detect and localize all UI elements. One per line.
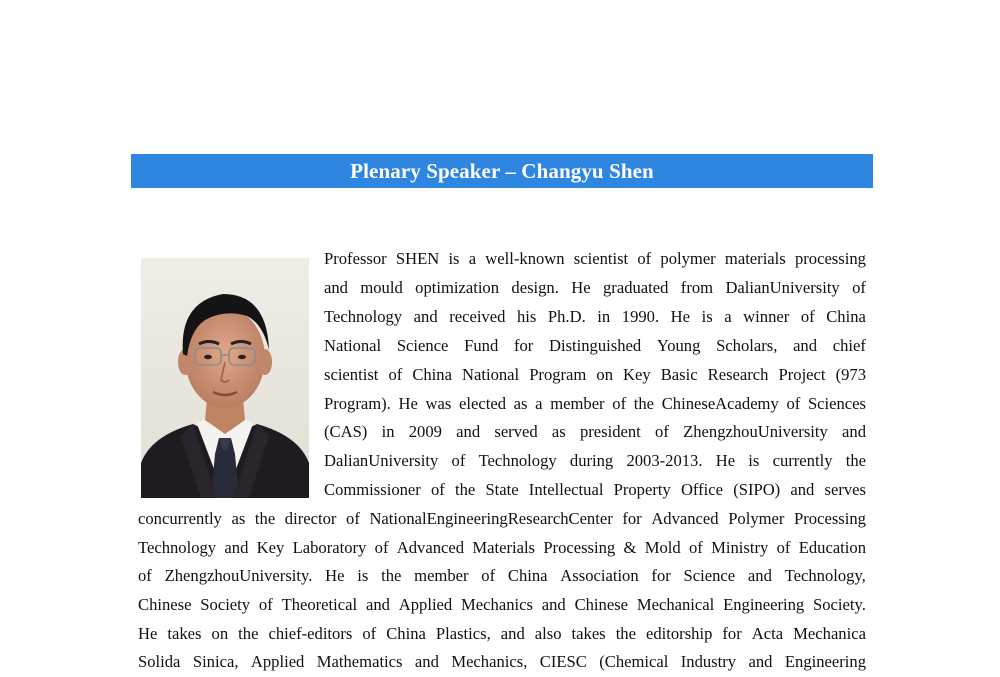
bio-line: Professor SHEN is a well-known scientist of polymer materials processing [324, 249, 866, 268]
bio-line: National Science Fund for Distinguished Young Scholars, and chief [324, 336, 866, 355]
bio-line: DalianUniversity of Technology during 2003-2013. He is currently the [324, 451, 866, 470]
bio-line: Solida Sinica, Applied Mathematics and Mechanics, CIESC (Chemical Industry and Engineering [138, 652, 866, 671]
bio-line: (CAS) in 2009 and served as president of ZhengzhouUniversity and [324, 422, 866, 441]
bio-line: and mould optimization design. He graduated from DalianUniversity of [324, 278, 866, 297]
bio-line: He takes on the chief-editors of China Plastics, and also takes the editorship for Acta Mechanica [138, 624, 866, 643]
bio-line: concurrently as the director of NationalEngineeringResearchCenter for Advanced Polymer Processing [138, 509, 866, 528]
bio-line: Technology and received his Ph.D. in 1990. He is a winner of China [324, 307, 866, 326]
bio-line: of ZhengzhouUniversity. He is the member of China Association for Science and Technology, [138, 566, 866, 585]
bio-line: Commissioner of the State Intellectual Property Office (SIPO) and serves [324, 480, 866, 499]
bio-line: Chinese Society of Theoretical and Applied Mechanics and Chinese Mechanical Engineering Society. [138, 595, 866, 614]
bio-line: Program). He was elected as a member of the ChineseAcademy of Sciences [324, 394, 866, 413]
section-title: Plenary Speaker – Changyu Shen [350, 158, 654, 183]
bio-line: scientist of China National Program on Key Basic Research Project (973 [324, 365, 866, 384]
bio-line: Technology and Key Laboratory of Advanced Materials Processing & Mold of Ministry of Education [138, 538, 866, 557]
